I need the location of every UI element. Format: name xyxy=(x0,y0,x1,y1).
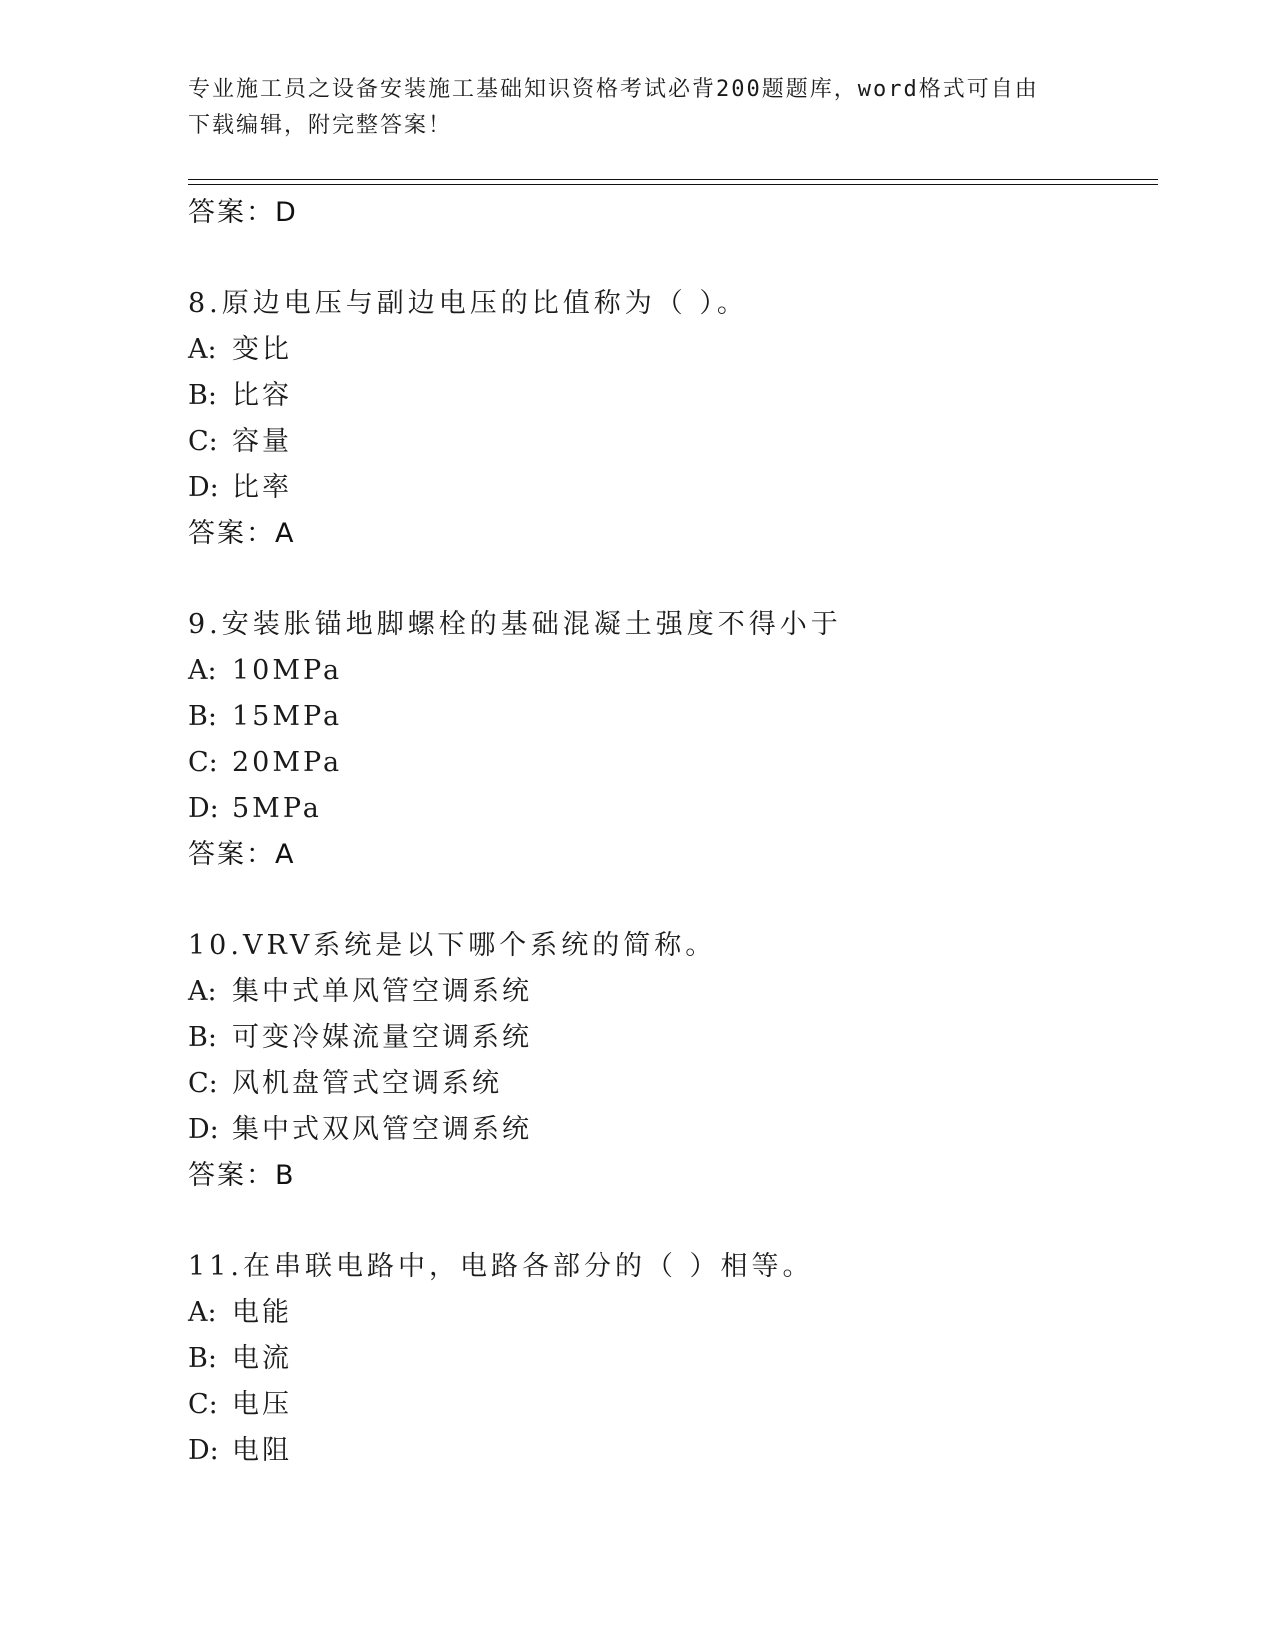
option-letter: B: xyxy=(188,1022,217,1053)
question-item xyxy=(188,1244,1148,1474)
option-text: 电能 xyxy=(232,1297,292,1328)
option-b xyxy=(188,373,1148,419)
option-letter: D: xyxy=(188,1114,219,1145)
answer-line: 答案：D xyxy=(188,197,298,228)
question-text: 8.原边电压与副边电压的比值称为（ ）。 xyxy=(188,288,748,319)
option-text: 集中式双风管空调系统 xyxy=(232,1114,532,1145)
option-letter: D: xyxy=(188,793,219,824)
question-text: 11.在串联电路中，电路各部分的（ ）相等。 xyxy=(188,1251,814,1282)
option-d xyxy=(188,786,1148,832)
option-b xyxy=(188,1336,1148,1382)
option-d xyxy=(188,1107,1148,1153)
spacer xyxy=(188,557,1148,602)
option-text: 电阻 xyxy=(232,1435,292,1466)
option-text: 20MPa xyxy=(232,747,343,778)
option-d xyxy=(188,1428,1148,1474)
answer-line: 答案：B xyxy=(188,1160,296,1191)
question-list xyxy=(188,190,1148,1474)
option-a xyxy=(188,969,1148,1015)
option-b xyxy=(188,694,1148,740)
option-text: 5MPa xyxy=(232,793,322,824)
option-c xyxy=(188,1382,1148,1428)
option-letter: B: xyxy=(188,1343,217,1374)
option-a xyxy=(188,1290,1148,1336)
spacer xyxy=(188,1199,1148,1244)
option-c xyxy=(188,740,1148,786)
question-item xyxy=(188,923,1148,1199)
question-item xyxy=(188,602,1148,878)
option-a xyxy=(188,648,1148,694)
question-text: 10.VRV系统是以下哪个系统的简称。 xyxy=(188,930,717,961)
header-divider-top xyxy=(188,179,1158,180)
option-letter: A: xyxy=(188,1297,217,1328)
option-text: 变比 xyxy=(232,334,292,365)
option-text: 容量 xyxy=(232,426,292,457)
option-text: 集中式单风管空调系统 xyxy=(232,976,532,1007)
answer-line: 答案：A xyxy=(188,518,296,549)
option-letter: D: xyxy=(188,1435,219,1466)
option-text: 15MPa xyxy=(232,701,343,732)
option-a xyxy=(188,327,1148,373)
header-title-line-1: 专业施工员之设备安装施工基础知识资格考试必背200题题库，word格式可自由 xyxy=(188,77,1039,102)
question-text: 9.安装胀锚地脚螺栓的基础混凝土强度不得小于 xyxy=(188,609,842,640)
option-letter: D: xyxy=(188,472,219,503)
option-d xyxy=(188,465,1148,511)
option-b xyxy=(188,1015,1148,1061)
option-text: 电压 xyxy=(232,1389,292,1420)
header-title-line-2: 下载编辑，附完整答案！ xyxy=(188,113,453,138)
answer-line: 答案：A xyxy=(188,839,296,870)
option-letter: C: xyxy=(188,426,218,457)
option-letter: B: xyxy=(188,380,217,411)
question-item xyxy=(188,281,1148,557)
document-header xyxy=(188,72,1088,144)
option-text: 比容 xyxy=(232,380,292,411)
option-letter: C: xyxy=(188,1068,218,1099)
header-divider-bottom xyxy=(188,184,1158,185)
spacer xyxy=(188,878,1148,923)
option-letter: A: xyxy=(188,334,217,365)
option-letter: A: xyxy=(188,976,217,1007)
option-letter: C: xyxy=(188,747,218,778)
option-text: 比率 xyxy=(232,472,292,503)
option-letter: B: xyxy=(188,701,217,732)
option-text: 电流 xyxy=(232,1343,292,1374)
option-letter: A: xyxy=(188,655,217,686)
option-text: 10MPa xyxy=(232,655,343,686)
option-letter: C: xyxy=(188,1389,218,1420)
option-c xyxy=(188,1061,1148,1107)
option-text: 可变冷媒流量空调系统 xyxy=(232,1022,532,1053)
spacer xyxy=(188,236,1148,281)
option-text: 风机盘管式空调系统 xyxy=(232,1068,502,1099)
option-c xyxy=(188,419,1148,465)
